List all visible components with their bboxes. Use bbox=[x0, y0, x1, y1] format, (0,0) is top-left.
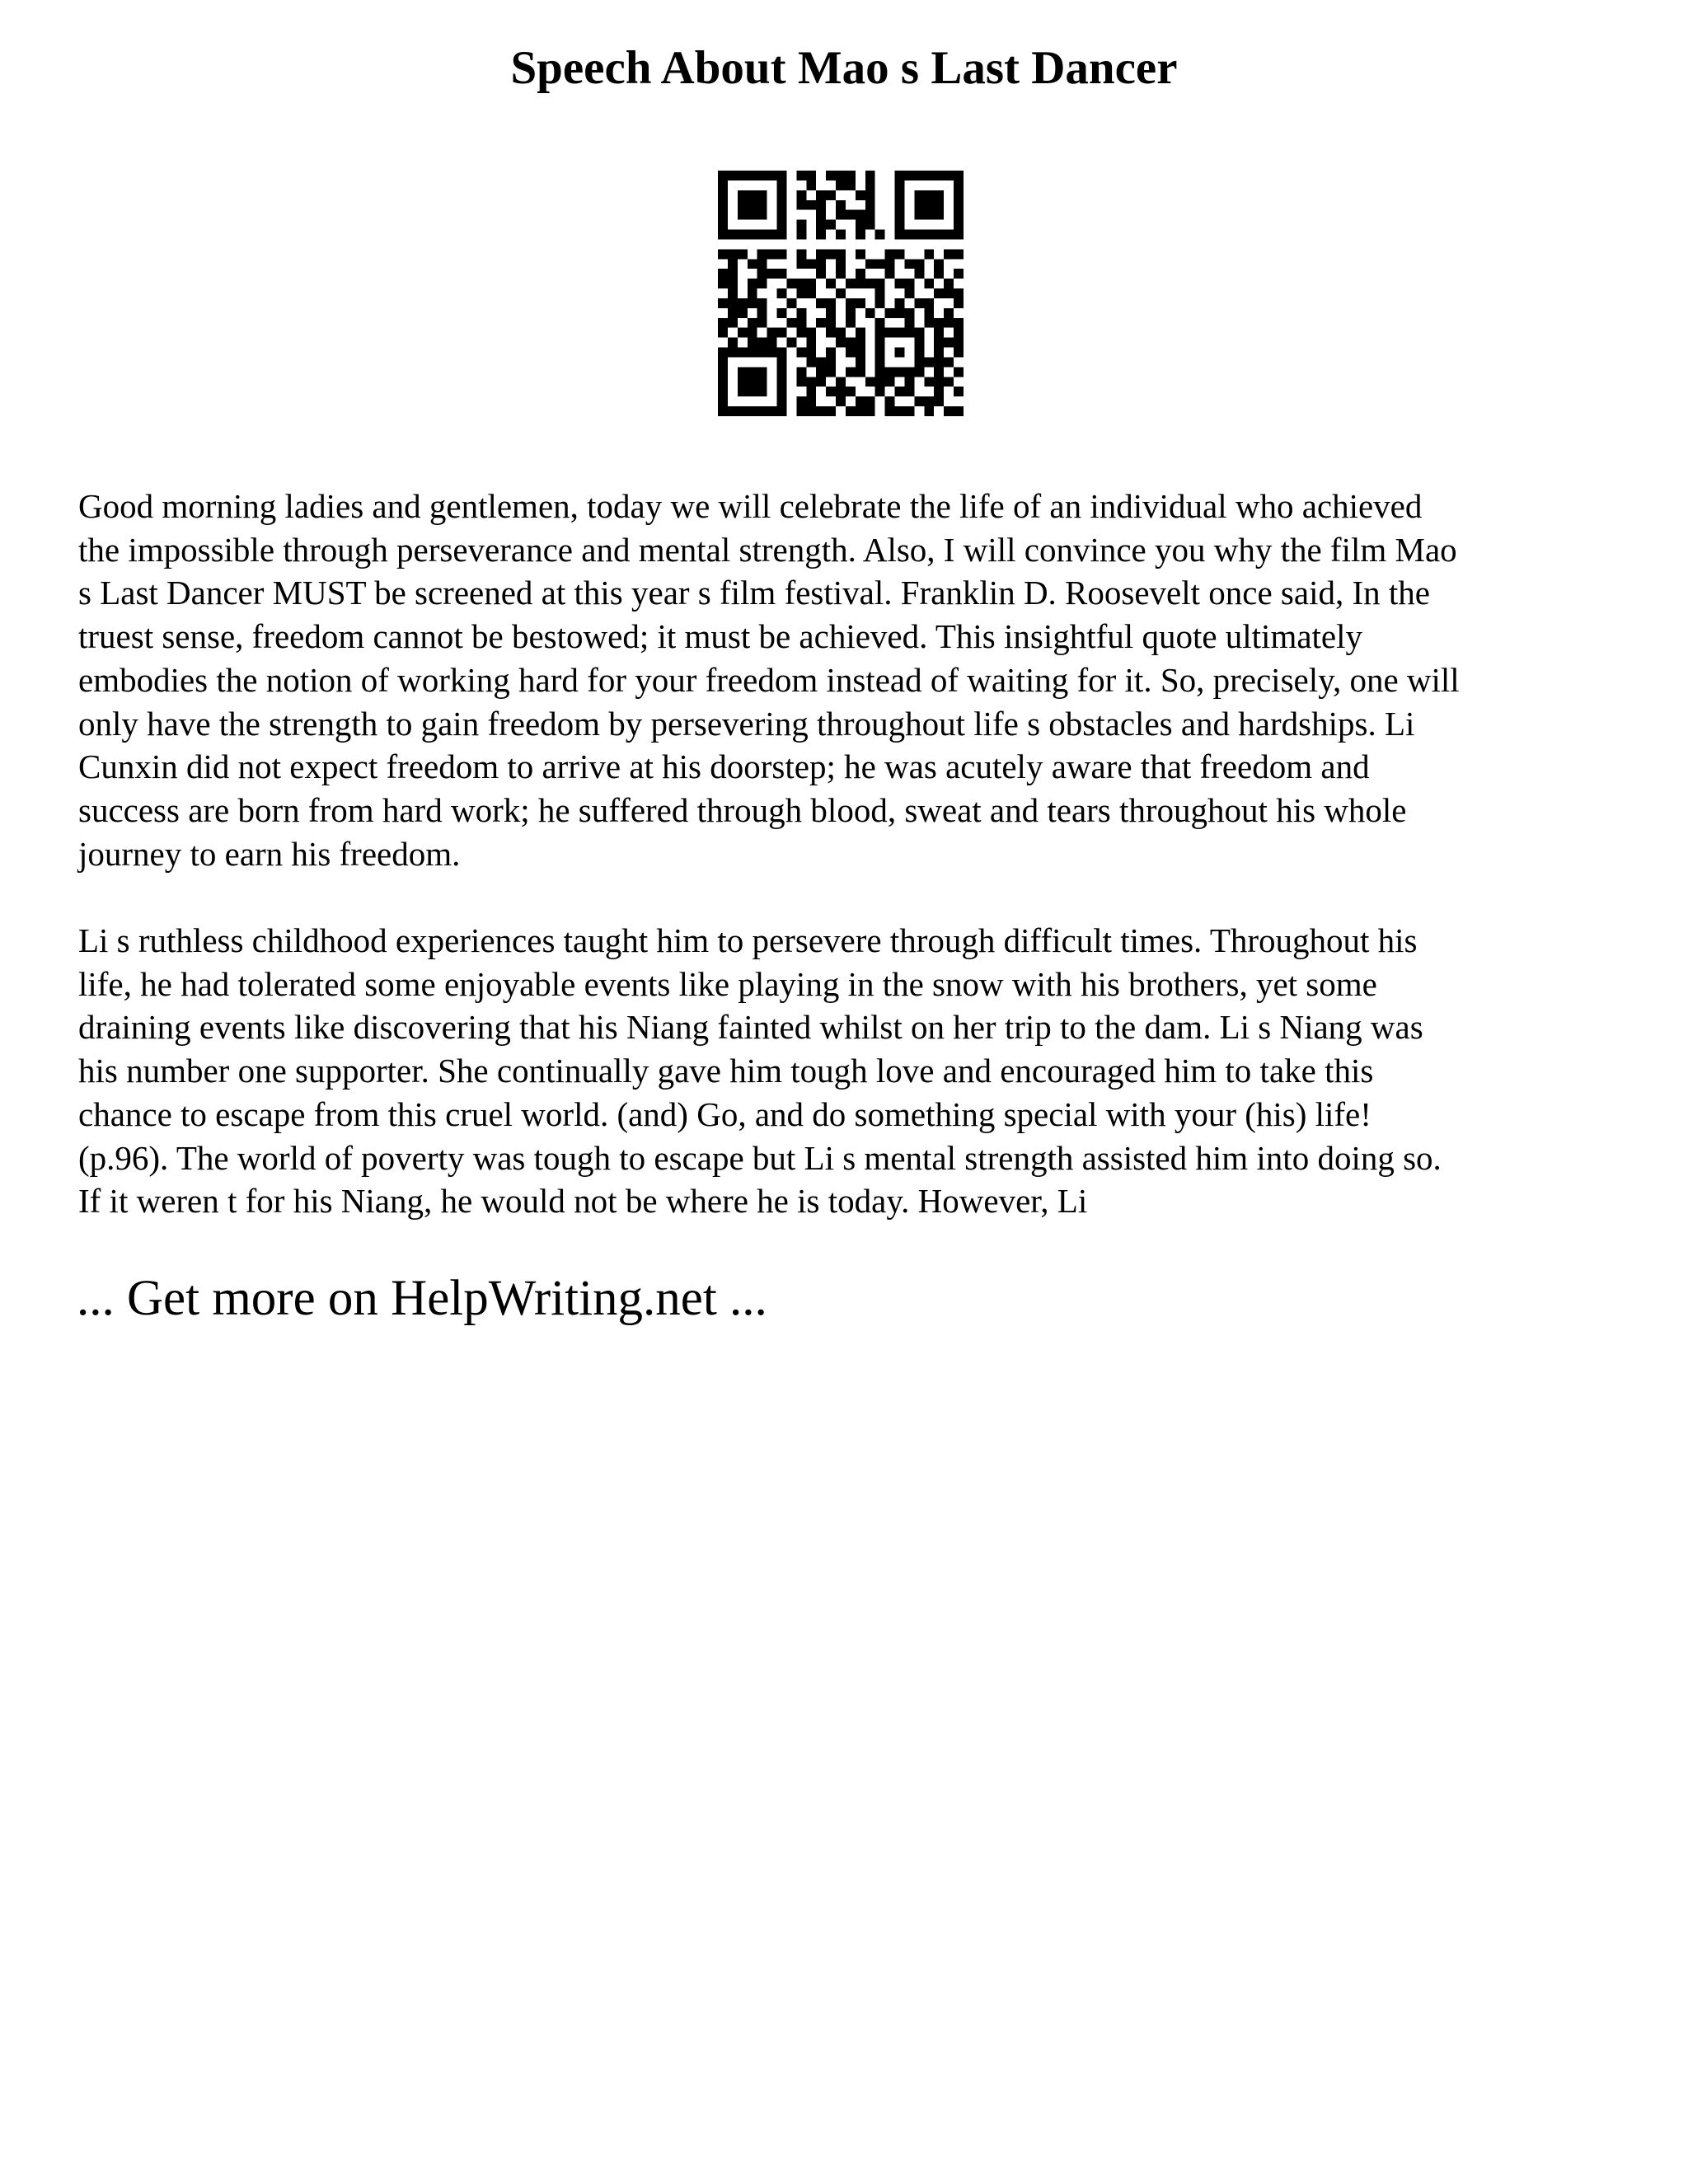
paragraph-line: (p.96). The world of poverty was tough to escape but Li s mental strength assisted him into doing so. bbox=[78, 1138, 1442, 1177]
paragraph-2 bbox=[78, 919, 1628, 1223]
paragraph-line: journey to earn his freedom. bbox=[78, 834, 461, 873]
paragraph-line: Li s ruthless childhood experiences taught him to persevere through difficult times. Throughout his bbox=[78, 921, 1418, 959]
paragraph-line: embodies the notion of working hard for your freedom instead of waiting for it. So, precisely, one will bbox=[78, 660, 1460, 699]
paragraph-line: Good morning ladies and gentlemen, today we will celebrate the life of an individual who achieved bbox=[78, 487, 1423, 525]
paragraph-1 bbox=[78, 485, 1628, 875]
paragraph-line: life, he had tolerated some enjoyable events like playing in the snow with his brothers, yet some bbox=[78, 964, 1377, 1003]
paragraph-line: Cunxin did not expect freedom to arrive at his doorstep; he was acutely aware that freedom and bbox=[78, 748, 1370, 786]
paragraph-line: the impossible through perseverance and mental strength. Also, I will convince you why the film Mao bbox=[78, 530, 1457, 569]
paragraph-line: only have the strength to gain freedom by persevering throughout life s obstacles and hardships. Li bbox=[78, 704, 1415, 743]
paragraph-line: chance to escape from this cruel world. (and) Go, and do something special with your (his) life! bbox=[78, 1094, 1372, 1133]
paragraph-line: his number one supporter. She continually gave him tough love and encouraged him to take this bbox=[78, 1052, 1374, 1090]
qr-code bbox=[718, 171, 964, 416]
paragraph-line: truest sense, freedom cannot be bestowed; it must be achieved. This insightful quote ultimately bbox=[78, 617, 1363, 656]
paragraph-line: If it weren t for his Niang, he would not be where he is today. However, Li bbox=[78, 1182, 1088, 1221]
get-more-link[interactable]: ... Get more on HelpWriting.net ... bbox=[77, 1271, 767, 1326]
paragraph-line: s Last Dancer MUST be screened at this year s film festival. Franklin D. Roosevelt once said, In the bbox=[78, 574, 1430, 612]
document-title: Speech About Mao s Last Dancer bbox=[510, 42, 1178, 94]
paragraph-line: draining events like discovering that his Niang fainted whilst on her trip to the dam. Li s Niang was bbox=[78, 1008, 1423, 1047]
paragraph-line: success are born from hard work; he suffered through blood, sweat and tears throughout his whole bbox=[78, 790, 1407, 829]
